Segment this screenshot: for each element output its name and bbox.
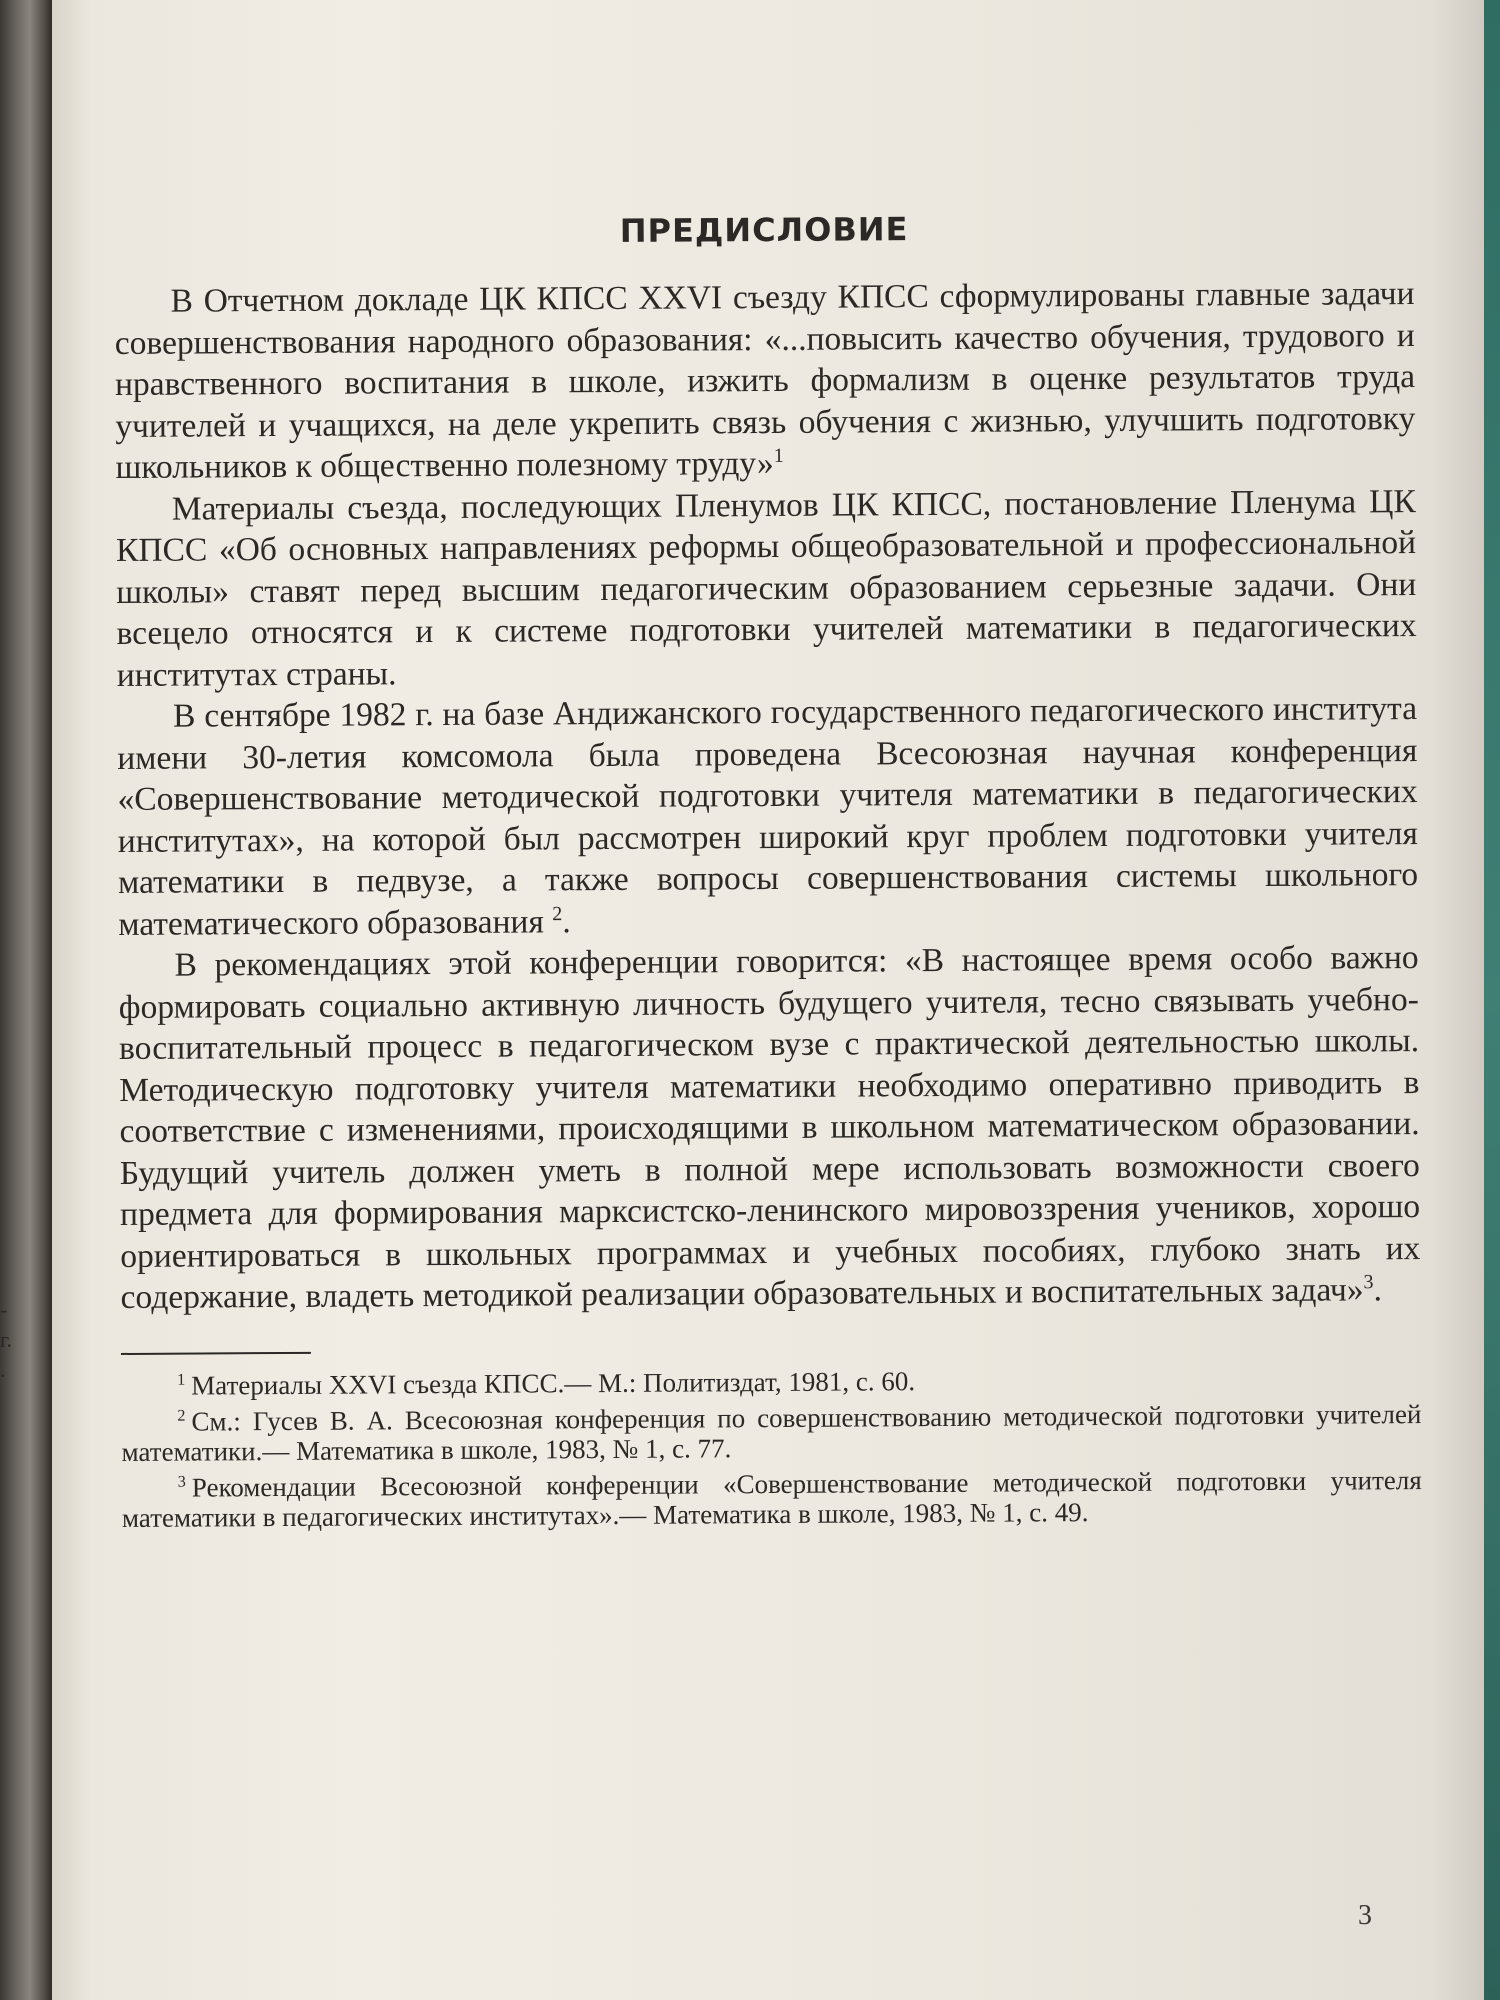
footnote-3 bbox=[122, 1459, 1422, 1533]
footnote-ref: 3 bbox=[1363, 1271, 1374, 1294]
margin-mark: . bbox=[0, 1357, 6, 1382]
footnote-ref: 2 bbox=[552, 902, 563, 925]
paragraph-1 bbox=[114, 273, 1415, 488]
footnote-text: Материалы XXVI съезда КПСС.— М.: Политиздат, 1981, с. 60. bbox=[191, 1365, 916, 1401]
margin-mark: г. bbox=[0, 1327, 13, 1352]
page-content bbox=[114, 207, 1422, 1532]
paragraph-4 bbox=[118, 937, 1420, 1318]
paragraph-tail: . bbox=[1373, 1271, 1383, 1309]
paragraph-text: В сентябре 1982 г. на базе Андижанского государственного педагогического института имени 30-летия комсомола была проведена Всесоюзная научная конференция «Совершенствование методической подготовки учителя математики в педагогических институтах», на которой был рассмотрен широкий круг проблем подготовки учителя математики в педвузе, а также вопросы совершенствования системы школьного математического образования bbox=[117, 690, 1419, 943]
margin-mark: - bbox=[0, 1297, 8, 1322]
paragraph-text: Материалы съезда, последующих Пленумов ЦК КПСС, постановление Пленума ЦК КПСС «Об основных направлениях реформы общеобразовательной и профессиональной школы» ставят перед высшим педагогическим образованием серьезные задачи. Они всецело относятся и к системе подготовки учителей математики в педагогических институтах страны. bbox=[115, 482, 1417, 694]
footnote-mark: 3 bbox=[177, 1472, 186, 1491]
footnote-mark: 2 bbox=[177, 1406, 186, 1425]
footnote-ref: 1 bbox=[773, 444, 784, 467]
paragraph-3 bbox=[117, 688, 1418, 945]
footnote-mark: 1 bbox=[177, 1370, 186, 1389]
paragraph-2 bbox=[116, 481, 1417, 696]
footnote-text: См.: Гусев В. А. Всесоюзная конференция по совершенствованию методической подготовки учителей математики.— Математика в школе, 1983, № 1, с. 77. bbox=[121, 1398, 1422, 1467]
page-heading: ПРЕДИСЛОВИЕ bbox=[619, 210, 909, 250]
footnote-text: Рекомендации Всесоюзной конференции «Совершенствование методической подготовки учителя математики в педагогических институтах».— Математика в школе, 1983, № 1, с. 49. bbox=[121, 1464, 1422, 1533]
paragraph-text: В Отчетном докладе ЦК КПСС XXVI съезду КПСС сформулированы главные задачи совершенствования народного образования: «...повысить качество обучения, трудового и нравственного воспитания в школе, изжить формализм в оценке результатов труда учителей и учащихся, на деле укрепить связь обучения с жизнью, улучшить подготовку школьников к общественно полезному труду» bbox=[114, 275, 1416, 486]
footnote-divider bbox=[121, 1351, 311, 1354]
body-text bbox=[114, 273, 1420, 1318]
footnotes bbox=[121, 1357, 1422, 1533]
paragraph-tail: . bbox=[562, 902, 571, 940]
adjacent-page-margin-marks bbox=[0, 1295, 12, 1385]
page-number: 3 bbox=[1358, 1900, 1372, 1931]
footnote-2 bbox=[121, 1393, 1421, 1467]
paragraph-text: В рекомендациях этой конференции говорится: «В настоящее время особо важно формировать социально активную личность будущего учителя, тесно связывать учебно-воспитательный процесс в педагогическом вузе с практической деятельностью школы. Методическую подготовку учителя математики необходимо оперативно приводить в соответствие с изменениями, происходящими в школьном математическом образовании. Будущий учитель должен уметь в полной мере использовать возможности своего предмета для формирования марксистско-ленинского мировоззрения учеников, хорошо ориентироваться в школьных программах и учебных пособиях, глубоко знать их содержание, владеть методикой реализации образовательных и воспитательных задач» bbox=[118, 939, 1421, 1316]
green-cover-edge bbox=[1484, 0, 1500, 2000]
book-page bbox=[52, 0, 1484, 2000]
